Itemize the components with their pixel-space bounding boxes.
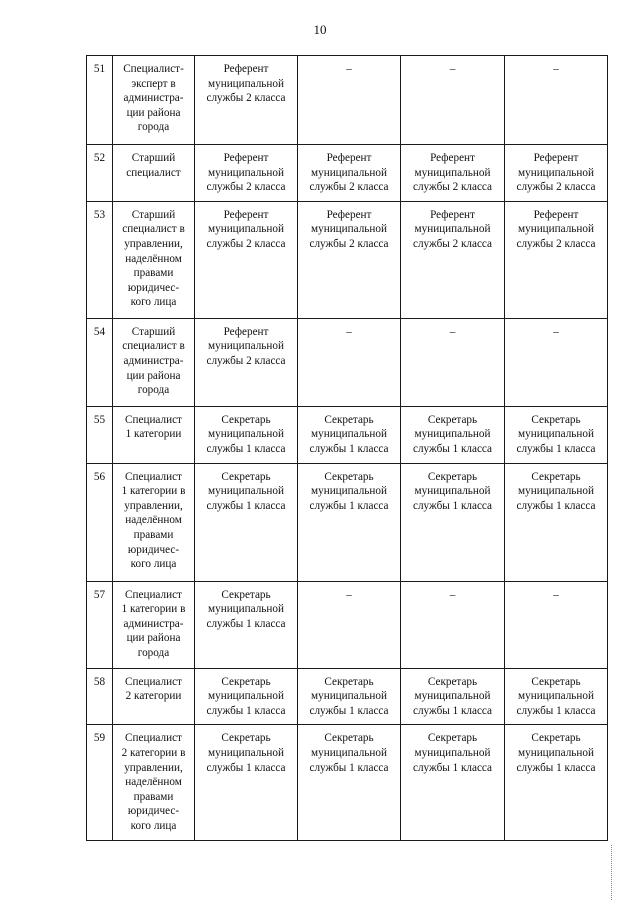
row-number: 51 (87, 56, 113, 145)
table-row (87, 406, 608, 463)
rank-cell: Референт муниципальной службы 2 класса (298, 145, 401, 202)
rank-cell: Секретарь муниципальной службы 1 класса (505, 725, 608, 841)
table-row (87, 581, 608, 668)
rank-cell: Референт муниципальной службы 2 класса (195, 318, 298, 406)
rank-cell: Секретарь муниципальной службы 1 класса (401, 463, 505, 581)
positions-table (86, 55, 608, 841)
rank-cell: Референт муниципальной службы 2 класса (195, 201, 298, 318)
position-title: Специалист- эксперт в администра- ции района города (113, 56, 195, 145)
rank-cell: Референт муниципальной службы 2 класса (195, 145, 298, 202)
rank-cell: – (401, 318, 505, 406)
rank-cell: Референт муниципальной службы 2 класса (195, 56, 298, 145)
rank-cell: Референт муниципальной службы 2 класса (505, 145, 608, 202)
table-row (87, 668, 608, 725)
table-row (87, 201, 608, 318)
rank-cell: – (505, 581, 608, 668)
rank-cell: – (298, 56, 401, 145)
rank-cell: Секретарь муниципальной службы 1 класса (505, 668, 608, 725)
position-title: Специалист 1 категории (113, 406, 195, 463)
rank-cell: Секретарь муниципальной службы 1 класса (401, 406, 505, 463)
table-row (87, 318, 608, 406)
rank-cell: Секретарь муниципальной службы 1 класса (298, 463, 401, 581)
rank-cell: Референт муниципальной службы 2 класса (401, 201, 505, 318)
row-number: 53 (87, 201, 113, 318)
position-title: Специалист 2 категории (113, 668, 195, 725)
rank-cell: Референт муниципальной службы 2 класса (505, 201, 608, 318)
rank-cell: Секретарь муниципальной службы 1 класса (505, 406, 608, 463)
rank-cell: Секретарь муниципальной службы 1 класса (195, 406, 298, 463)
page-number: 10 (313, 22, 327, 37)
row-number: 59 (87, 725, 113, 841)
rank-cell: Секретарь муниципальной службы 1 класса (298, 668, 401, 725)
rank-cell: Секретарь муниципальной службы 1 класса (195, 463, 298, 581)
rank-cell: Секретарь муниципальной службы 1 класса (401, 668, 505, 725)
rank-cell: – (401, 581, 505, 668)
rank-cell: Секретарь муниципальной службы 1 класса (401, 725, 505, 841)
position-title: Старший специалист в управлении, наделённом правами юридичес- кого лица (113, 201, 195, 318)
row-number: 56 (87, 463, 113, 581)
rank-cell: – (505, 56, 608, 145)
rank-cell: Секретарь муниципальной службы 1 класса (195, 668, 298, 725)
position-title: Старший специалист в администра- ции района города (113, 318, 195, 406)
rank-cell: Секретарь муниципальной службы 1 класса (195, 725, 298, 841)
scan-edge-marks (611, 845, 616, 900)
rank-cell: Референт муниципальной службы 2 класса (401, 145, 505, 202)
position-title: Специалист 1 категории в администра- ции района города (113, 581, 195, 668)
position-title: Старший специалист (113, 145, 195, 202)
position-title: Специалист 1 категории в управлении, наделённом правами юридичес- кого лица (113, 463, 195, 581)
rank-cell: – (401, 56, 505, 145)
table-row (87, 56, 608, 145)
row-number: 52 (87, 145, 113, 202)
rank-cell: Секретарь муниципальной службы 1 класса (195, 581, 298, 668)
row-number: 54 (87, 318, 113, 406)
rank-cell: Секретарь муниципальной службы 1 класса (298, 406, 401, 463)
rank-cell: Секретарь муниципальной службы 1 класса (298, 725, 401, 841)
row-number: 57 (87, 581, 113, 668)
table-body (87, 56, 608, 841)
row-number: 55 (87, 406, 113, 463)
table-row (87, 463, 608, 581)
rank-cell: Секретарь муниципальной службы 1 класса (505, 463, 608, 581)
rank-cell: Референт муниципальной службы 2 класса (298, 201, 401, 318)
table-row (87, 145, 608, 202)
row-number: 58 (87, 668, 113, 725)
rank-cell: – (298, 581, 401, 668)
position-title: Специалист 2 категории в управлении, наделённом правами юридичес- кого лица (113, 725, 195, 841)
rank-cell: – (505, 318, 608, 406)
rank-cell: – (298, 318, 401, 406)
table-row (87, 725, 608, 841)
